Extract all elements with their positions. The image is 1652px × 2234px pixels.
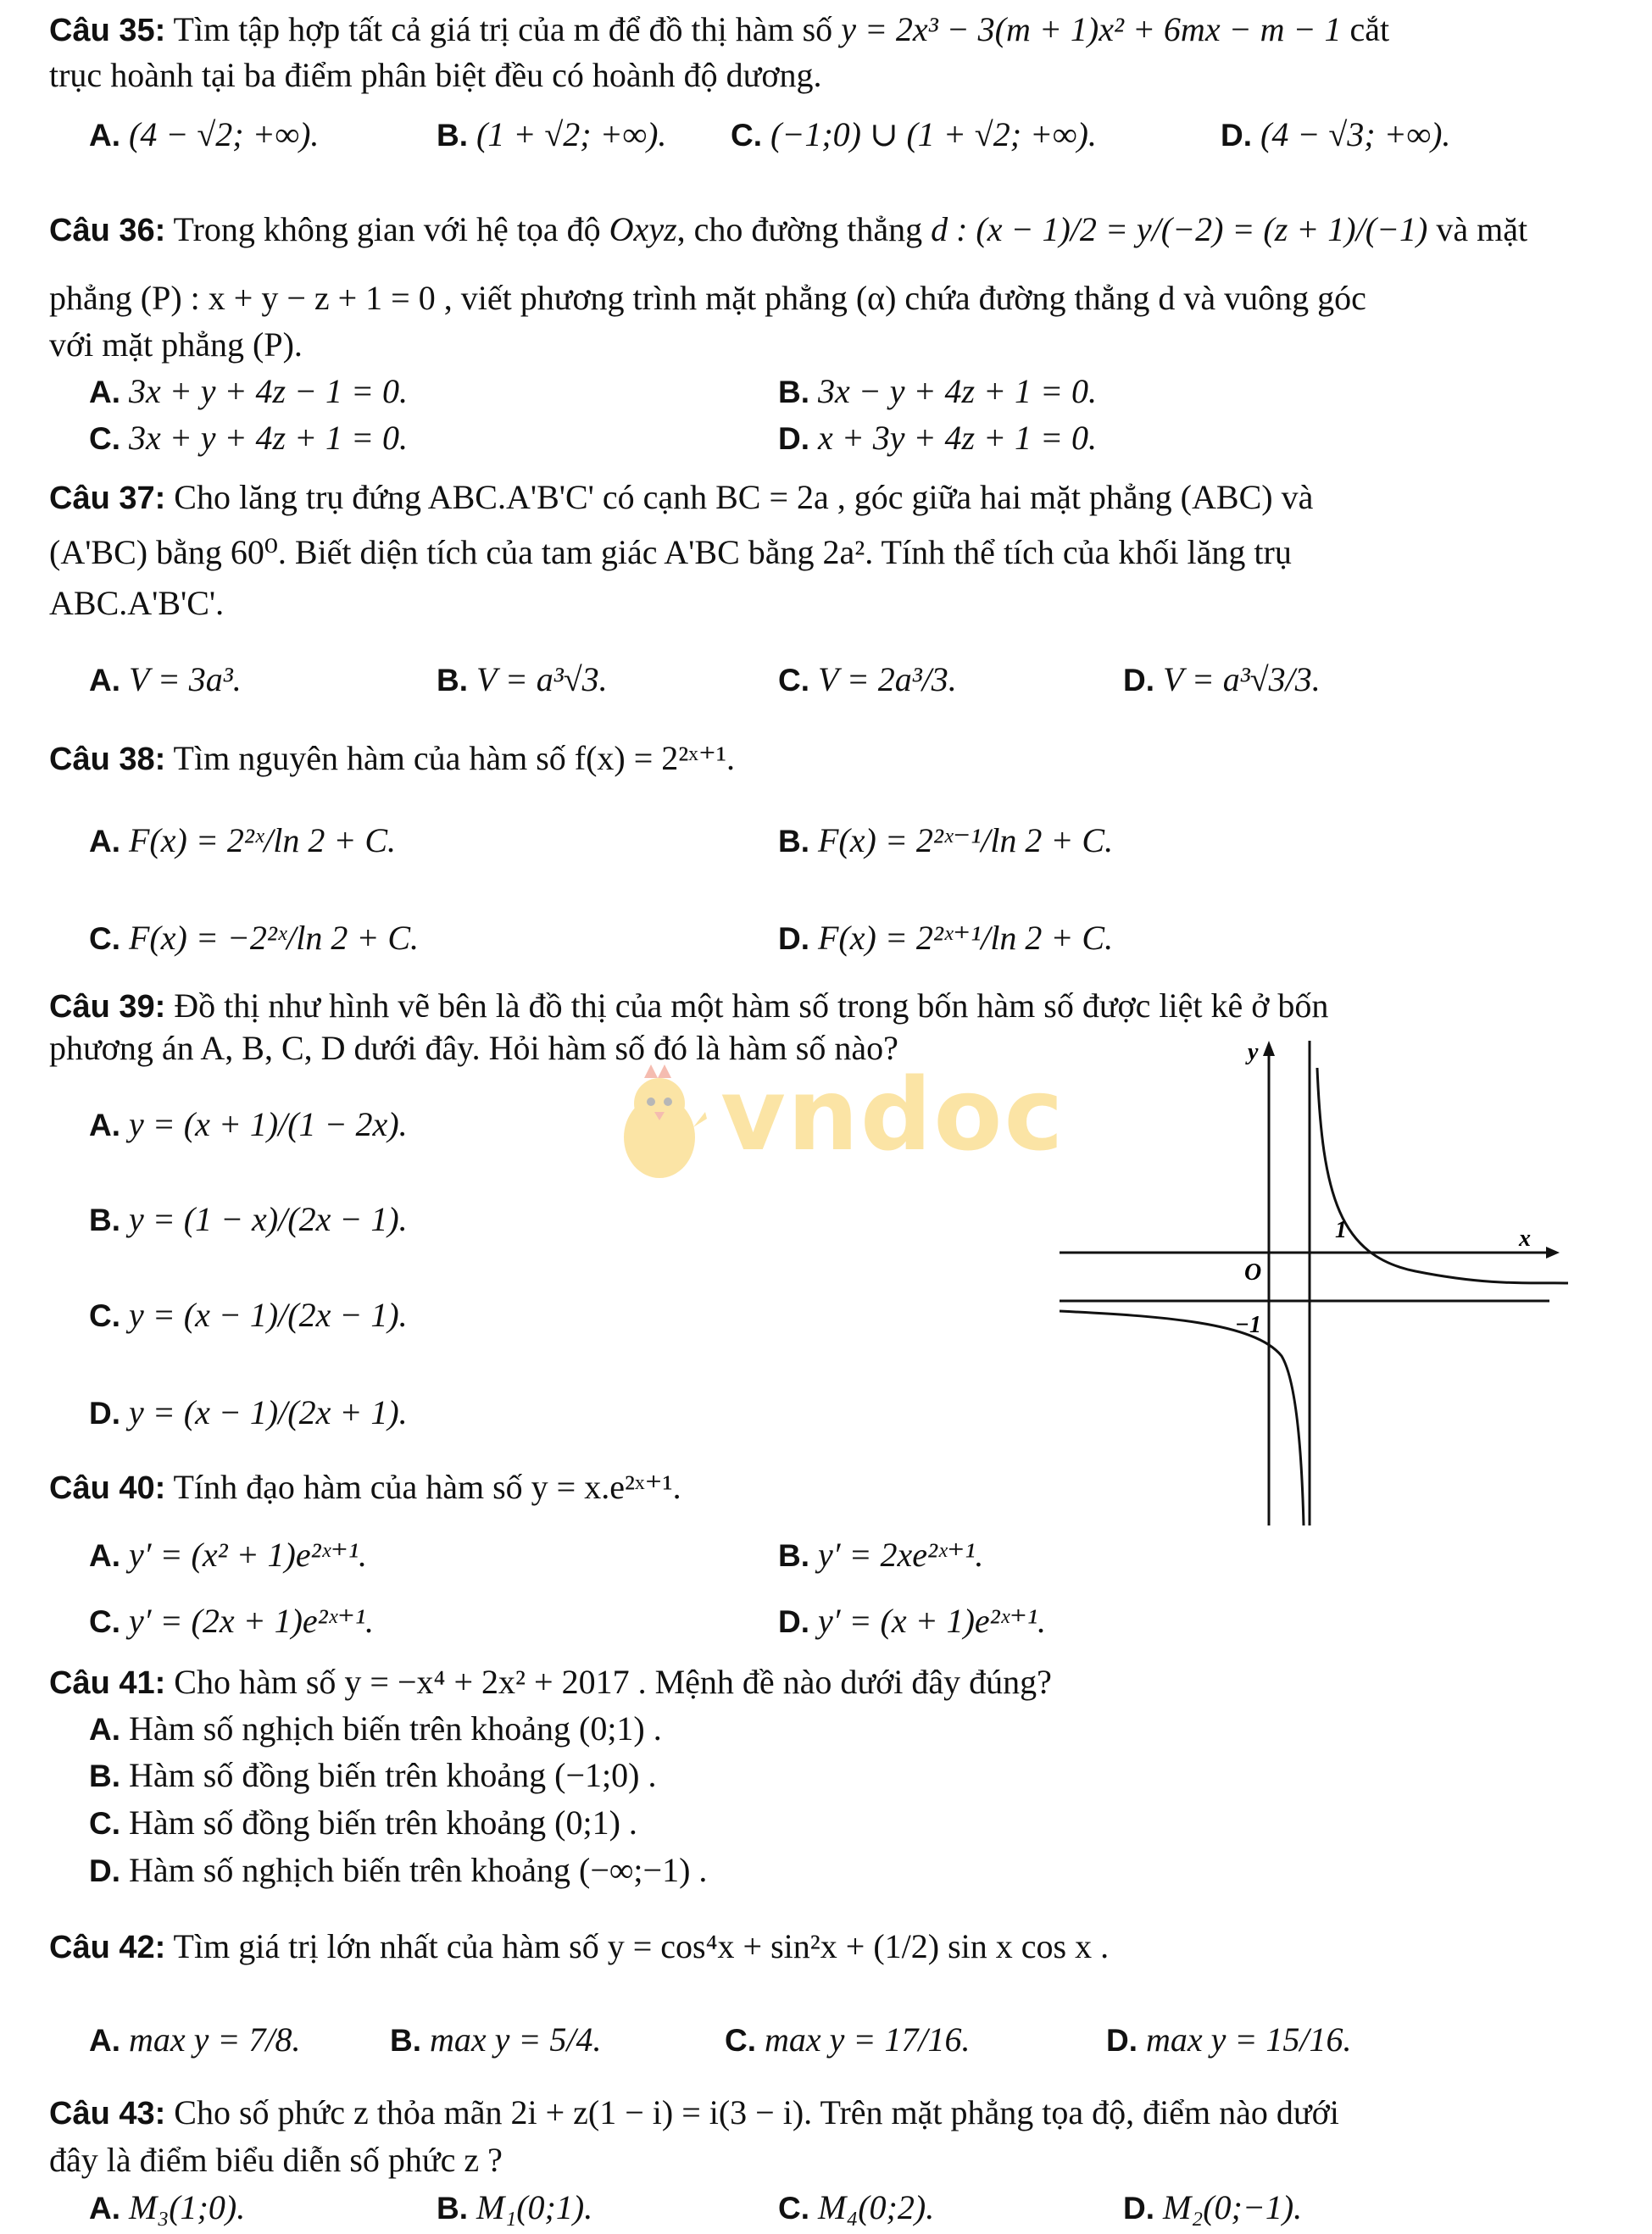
q36-oxyz: Oxyz — [609, 210, 677, 248]
option-text: Hàm số nghịch biến trên khoảng (−∞;−1) . — [129, 1851, 708, 1889]
q37-option-d[interactable] — [1123, 657, 1321, 703]
option-label: C. — [89, 1298, 120, 1333]
q35-option-a[interactable] — [89, 112, 319, 158]
option-label: A. — [89, 2023, 120, 2058]
q35-option-b[interactable] — [437, 112, 666, 158]
q36-option-b[interactable] — [778, 369, 1097, 415]
q36-number: Câu 36: — [49, 213, 166, 248]
option-label: D. — [778, 1604, 809, 1639]
option-label: B. — [437, 118, 468, 153]
option-text: y = (1 − x)/(2x − 1). — [129, 1200, 408, 1238]
option-text: y′ = (x + 1)e²ˣ⁺¹. — [818, 1602, 1047, 1640]
option-label: B. — [89, 1203, 120, 1237]
q41-text: Cho hàm số y = −x⁴ + 2x² + 2017 . Mệnh đề nào dưới đây đúng? — [165, 1663, 1052, 1701]
option-label: B. — [778, 375, 809, 409]
option-label: B. — [778, 1538, 809, 1573]
q37-option-b[interactable] — [437, 657, 608, 703]
q43-number: Câu 43: — [49, 2096, 166, 2131]
q35-option-d[interactable] — [1221, 112, 1450, 158]
option-text: V = 3a³. — [129, 660, 242, 698]
q40-option-a[interactable] — [89, 1532, 367, 1579]
option-text: F(x) = 2²ˣ⁻¹/ln 2 + C. — [818, 821, 1114, 859]
option-text: Hàm số đồng biến trên khoảng (0;1) . — [129, 1803, 637, 1842]
option-label: A. — [89, 118, 120, 153]
q41-option-d[interactable] — [89, 1848, 707, 1894]
q35-option-c[interactable] — [731, 112, 1097, 158]
option-label: C. — [725, 2023, 756, 2058]
option-label: B. — [437, 2191, 468, 2226]
q43-text-1: Cho số phức z thỏa mãn 2i + z(1 − i) = i(3 − i). Trên mặt phẳng tọa độ, điểm nào dưới — [165, 2093, 1339, 2131]
q37-text-1: Cho lăng trụ đứng ABC.A'B'C' có cạnh BC = 2a , góc giữa hai mặt phẳng (ABC) và — [165, 478, 1314, 516]
q39-number: Câu 39: — [49, 989, 166, 1025]
q42-option-d[interactable] — [1106, 2017, 1352, 2064]
vndoc-watermark — [610, 1051, 1065, 1195]
q35-line-2: trục hoành tại ba điểm phân biệt đều có hoành độ dương. — [49, 56, 822, 94]
q38-text: Tìm nguyên hàm của hàm số f(x) = 2²ˣ⁺¹. — [165, 739, 735, 777]
q39-option-c[interactable] — [89, 1292, 408, 1339]
q37-line-3: ABC.A'B'C'. — [49, 584, 225, 622]
option-label: D. — [89, 1853, 120, 1888]
option-label: A. — [89, 1712, 120, 1747]
option-text: F(x) = −2²ˣ/ln 2 + C. — [129, 919, 419, 957]
option-label: D. — [1123, 663, 1154, 697]
q37-option-c[interactable] — [778, 657, 957, 703]
option-text: x + 3y + 4z + 1 = 0. — [818, 419, 1098, 457]
option-text: max y = 5/4. — [430, 2020, 602, 2059]
q39-option-d[interactable] — [89, 1390, 408, 1437]
q39-option-b[interactable] — [89, 1197, 408, 1243]
q42-option-a[interactable] — [89, 2017, 301, 2064]
hyperbola-graph — [1060, 1034, 1568, 1525]
option-text: 3x + y + 4z − 1 = 0. — [129, 372, 409, 410]
q41-number: Câu 41: — [49, 1665, 166, 1701]
q36-line-1 — [49, 207, 1527, 253]
q36-text-1: Trong không gian với hệ tọa độ — [165, 210, 609, 248]
q37-option-a[interactable] — [89, 657, 242, 703]
q41-option-a[interactable] — [89, 1706, 662, 1753]
q36-text-3: và mặt — [1427, 210, 1528, 248]
tick-label-one: 1 — [1335, 1217, 1347, 1243]
option-label: A. — [89, 375, 120, 409]
q36-text-2: , cho đường thẳng — [676, 210, 932, 248]
q35-line-1 — [49, 7, 1389, 53]
q41-option-b[interactable] — [89, 1753, 656, 1799]
option-text: 3x + y + 4z + 1 = 0. — [129, 419, 409, 457]
option-text: M₁(0;1). — [476, 2188, 593, 2226]
option-text: Hàm số đồng biến trên khoảng (−1;0) . — [129, 1756, 657, 1794]
option-label: C. — [778, 2191, 809, 2226]
option-text: y′ = (x² + 1)e²ˣ⁺¹. — [129, 1536, 368, 1574]
q38-number: Câu 38: — [49, 742, 166, 777]
q41-option-c[interactable] — [89, 1800, 637, 1847]
option-label: D. — [1123, 2191, 1154, 2226]
q38-line-1 — [49, 736, 735, 782]
option-text: M₂(0;−1). — [1163, 2188, 1303, 2226]
option-text: 3x − y + 4z + 1 = 0. — [818, 372, 1098, 410]
option-text: (4 − √2; +∞). — [129, 115, 320, 153]
option-label: D. — [778, 421, 809, 456]
option-text: max y = 17/16. — [765, 2020, 971, 2059]
q39-text-1: Đồ thị như hình vẽ bên là đồ thị của một hàm số trong bốn hàm số được liệt kê ở bốn — [165, 986, 1329, 1025]
option-label: C. — [89, 421, 120, 456]
q35-text-1: Tìm tập hợp tất cả giá trị của m để đồ thị hàm số — [165, 10, 842, 48]
option-label: C. — [731, 118, 762, 153]
option-text: y = (x − 1)/(2x − 1). — [129, 1296, 408, 1334]
option-text: V = 2a³/3. — [818, 660, 957, 698]
option-label: D. — [1221, 118, 1252, 153]
option-label: B. — [437, 663, 468, 697]
option-label: A. — [89, 663, 120, 697]
option-text: V = a³√3/3. — [1163, 660, 1321, 698]
q37-line-1 — [49, 475, 1313, 521]
option-label: B. — [390, 2023, 421, 2058]
q40-option-b[interactable] — [778, 1532, 983, 1579]
q43-option-d[interactable] — [1123, 2185, 1302, 2231]
q41-line-1 — [49, 1659, 1052, 1706]
q36-option-a[interactable] — [89, 369, 408, 415]
q42-text: Tìm giá trị lớn nhất của hàm số y = cos⁴x + sin²x + (1/2) sin x cos x . — [165, 1927, 1110, 1965]
option-label: D. — [1106, 2023, 1137, 2058]
option-label: B. — [778, 824, 809, 859]
option-text: F(x) = 2²ˣ/ln 2 + C. — [129, 821, 396, 859]
q40-number: Câu 40: — [49, 1470, 166, 1506]
q36-line-equation: d : (x − 1)/2 = y/(−2) = (z + 1)/(−1) — [931, 210, 1428, 248]
option-text: (−1;0) ∪ (1 + √2; +∞). — [770, 115, 1097, 153]
option-text: y = (x − 1)/(2x + 1). — [129, 1393, 408, 1431]
option-label: A. — [89, 824, 120, 859]
option-text: V = a³√3. — [476, 660, 608, 698]
q37-line-2: (A'BC) bằng 60⁰. Biết diện tích của tam giác A'BC bằng 2a². Tính thể tích của khối lăng trụ — [49, 533, 1292, 571]
tick-label-minus-one: −1 — [1235, 1312, 1261, 1338]
q35-text-2: cắt — [1341, 10, 1390, 48]
q35-number: Câu 35: — [49, 13, 166, 48]
option-label: B. — [89, 1759, 120, 1793]
q43-line-2: đây là điểm biểu diễn số phức z ? — [49, 2141, 503, 2179]
option-label: C. — [778, 663, 809, 697]
q42-option-b[interactable] — [390, 2017, 602, 2064]
q43-option-a[interactable] — [89, 2185, 245, 2231]
y-axis-label: y — [1248, 1039, 1259, 1065]
option-text: M₃(1;0). — [129, 2188, 246, 2226]
x-axis-label: x — [1519, 1225, 1531, 1252]
option-text: Hàm số nghịch biến trên khoảng (0;1) . — [129, 1709, 662, 1748]
option-text: y′ = (2x + 1)e²ˣ⁺¹. — [129, 1602, 375, 1640]
x-axis-arrow-icon — [1546, 1247, 1560, 1259]
chick-mascot-icon — [610, 1059, 712, 1186]
q36-line-2: phẳng (P) : x + y − z + 1 = 0 , viết phương trình mặt phẳng (α) chứa đường thẳng d và vuông góc — [49, 279, 1366, 317]
q40-line-1 — [49, 1464, 681, 1511]
option-text: (1 + √2; +∞). — [476, 115, 667, 153]
q37-number: Câu 37: — [49, 481, 166, 516]
q38-option-d[interactable] — [778, 915, 1113, 962]
option-label: D. — [89, 1396, 120, 1431]
q39-line-1 — [49, 983, 1328, 1030]
q36-option-c[interactable] — [89, 415, 408, 462]
q38-option-a[interactable] — [89, 818, 396, 864]
hyperbola-left-branch — [1060, 1311, 1304, 1525]
option-label: A. — [89, 2191, 120, 2226]
option-label: A. — [89, 1108, 120, 1142]
q36-line-3: với mặt phẳng (P). — [49, 325, 303, 364]
origin-label: O — [1244, 1259, 1262, 1286]
option-text: F(x) = 2²ˣ⁺¹/ln 2 + C. — [818, 919, 1114, 957]
q35-equation: y = 2x³ − 3(m + 1)x² + 6mx − m − 1 — [841, 10, 1342, 48]
q43-line-1 — [49, 2090, 1339, 2137]
option-text: y = (x + 1)/(1 − 2x). — [129, 1105, 408, 1143]
q40-option-c[interactable] — [89, 1598, 374, 1645]
option-text: M₄(0;2). — [818, 2188, 935, 2226]
q36-option-d[interactable] — [778, 415, 1097, 462]
watermark-text: vndoc — [720, 1056, 1065, 1173]
q42-line-1 — [49, 1924, 1109, 1970]
q43-option-b[interactable] — [437, 2185, 592, 2231]
q38-option-b[interactable] — [778, 818, 1113, 864]
y-axis-arrow-icon — [1263, 1041, 1275, 1056]
option-label: D. — [778, 921, 809, 956]
option-text: max y = 15/16. — [1146, 2020, 1352, 2059]
q39-line-2: phương án A, B, C, D dưới đây. Hỏi hàm số đó là hàm số nào? — [49, 1029, 898, 1067]
option-text: (4 − √3; +∞). — [1260, 115, 1451, 153]
q40-text: Tính đạo hàm của hàm số y = x.e²ˣ⁺¹. — [165, 1468, 681, 1506]
option-label: C. — [89, 1806, 120, 1841]
option-label: C. — [89, 921, 120, 956]
option-label: A. — [89, 1538, 120, 1573]
option-label: C. — [89, 1604, 120, 1639]
q38-option-c[interactable] — [89, 915, 419, 962]
option-text: y′ = 2xe²ˣ⁺¹. — [818, 1536, 984, 1574]
q42-number: Câu 42: — [49, 1930, 166, 1965]
q39-option-a[interactable] — [89, 1102, 408, 1148]
q43-option-c[interactable] — [778, 2185, 934, 2231]
q42-option-c[interactable] — [725, 2017, 971, 2064]
option-text: max y = 7/8. — [129, 2020, 301, 2059]
q40-option-d[interactable] — [778, 1598, 1046, 1645]
